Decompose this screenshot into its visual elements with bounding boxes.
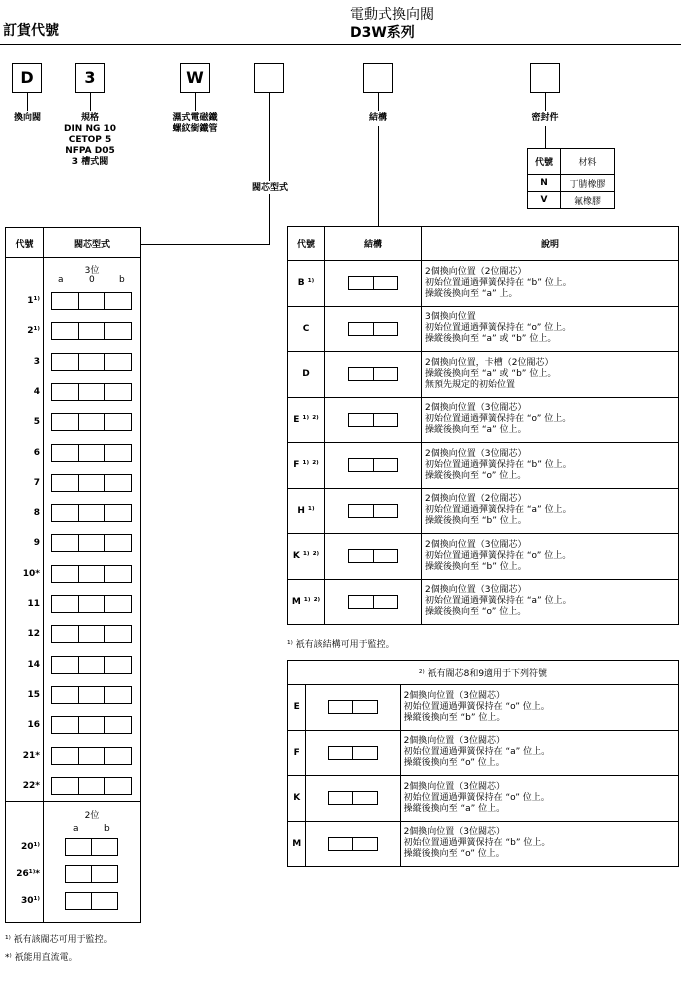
- structure-footnote: ¹⁾ 祇有該結構可用于監控。: [287, 640, 395, 650]
- structure-row: [288, 821, 679, 867]
- spool-symbol: [52, 474, 132, 492]
- footnote-2: *⁾ 祇能用直流電。: [5, 953, 78, 963]
- desc-line: 初始位置通過彈簧保持在 “o” 位上。: [425, 414, 572, 425]
- code-box-seal: [530, 63, 560, 93]
- spool-code: 6: [33, 447, 40, 458]
- structure-code: H ¹⁾: [288, 488, 325, 534]
- pos-0: 0: [89, 275, 95, 285]
- desc-line: 初始位置通過彈簧保持在 “a” 位上。: [425, 596, 572, 607]
- structure-header-desc: 說明: [422, 227, 679, 261]
- footnote-1: ¹⁾ 祇有該閥芯可用于監控。: [5, 935, 113, 945]
- desc-line: 2個換向位置，卡槽（2位閥芯）: [425, 357, 554, 368]
- spool-symbol: [52, 777, 132, 795]
- desc-line: 操縱後換向至 “o” 位上。: [425, 607, 527, 618]
- structure-code: E: [288, 685, 306, 731]
- structure-desc: [422, 261, 679, 307]
- spool-symbol: [52, 686, 132, 704]
- structure-desc: [400, 776, 678, 822]
- spool-symbol: [52, 383, 132, 401]
- spool-code: 10*: [22, 568, 40, 579]
- desc-line: 初始位置通過彈簧保持在 “a” 位上。: [403, 747, 551, 758]
- seal-code: N: [528, 175, 561, 192]
- product-series: D3W系列: [350, 25, 415, 41]
- structure-header-code: 代號: [288, 227, 325, 261]
- structure-row: [288, 261, 679, 307]
- spool-symbol: [52, 656, 132, 674]
- spool-symbol: [52, 534, 132, 552]
- structure-symbol: [325, 488, 422, 534]
- label-solenoid: 濕式電磁鐵 螺紋銜鐵管: [172, 113, 218, 134]
- spool-code: 4: [33, 386, 40, 397]
- spool-symbol: [52, 565, 132, 583]
- seal-header-material: 材料: [561, 149, 615, 175]
- structure-row: [288, 534, 679, 580]
- structure-row: [288, 306, 679, 352]
- structure-desc: [422, 443, 679, 489]
- label-spool-type: 閥芯型式: [251, 183, 288, 193]
- structure-table-2-title: ²⁾ 祇有閥芯8和9適用于下列符號: [288, 661, 679, 685]
- structure-symbol: [306, 730, 400, 776]
- structure-row: [288, 579, 679, 625]
- spool-code: 8: [33, 508, 40, 519]
- structure-row: [288, 488, 679, 534]
- group2-title: 2位: [84, 811, 100, 821]
- desc-line: 操縱後換向至 “b” 位上。: [425, 516, 527, 527]
- label-directional-valve: 換向閥: [13, 113, 41, 123]
- spool-symbol: [66, 865, 118, 883]
- desc-line: 2個換向位置（3位閥芯）: [403, 781, 506, 792]
- structure-symbol: [325, 306, 422, 352]
- desc-line: 2個換向位置（3位閥芯）: [425, 539, 527, 550]
- spool-symbol: [52, 747, 132, 765]
- desc-line: 2個換向位置（3位閥芯）: [403, 736, 506, 747]
- structure-row: [288, 352, 679, 398]
- structure-desc: [422, 397, 679, 443]
- desc-line: 操縱後換向至 “a” 或 “b” 位上。: [425, 334, 557, 345]
- structure-symbol: [306, 685, 400, 731]
- desc-line: 初始位置通過彈簧保持在 “o” 位上。: [403, 792, 550, 803]
- label-structure: 結構: [368, 113, 387, 123]
- code-box-w: W: [180, 63, 210, 93]
- seal-material: 氟橡膠: [561, 192, 615, 209]
- structure-desc: [422, 579, 679, 625]
- desc-line: 初始位置通過彈簧保持在 “o” 位上。: [403, 701, 550, 712]
- structure-code: F ¹⁾ ²⁾: [288, 443, 325, 489]
- spool-symbol: [66, 892, 118, 910]
- code-box-3: 3: [75, 63, 105, 93]
- desc-line: 2個換向位置（2位閥芯）: [425, 494, 527, 505]
- spool-symbol: [52, 413, 132, 431]
- desc-line: 初始位置通過彈簧保持在 “b” 位上。: [425, 277, 572, 288]
- seal-header-code: 代號: [528, 149, 561, 175]
- spool-symbol: [52, 353, 132, 371]
- spool-code: 2¹⁾: [27, 326, 40, 337]
- header-rule: [0, 44, 681, 45]
- structure-symbol: [325, 443, 422, 489]
- structure-symbol: [325, 261, 422, 307]
- structure-symbol: [306, 776, 400, 822]
- pos-b: b: [119, 275, 125, 285]
- spool-symbol: [52, 716, 132, 734]
- group1-title: 3位: [84, 266, 100, 276]
- label-seal: 密封件: [531, 113, 559, 123]
- seal-table: [527, 148, 615, 209]
- structure-code: E ¹⁾ ²⁾: [288, 397, 325, 443]
- desc-line: 操縱後換向至 “a” 位上。: [403, 803, 506, 814]
- spool-code: 15: [27, 689, 40, 700]
- spool-code: 21*: [22, 750, 40, 761]
- structure-code: M: [288, 821, 306, 867]
- spool-symbol: [52, 444, 132, 462]
- desc-line: 操縱後換向至 “a” 位上。: [425, 425, 527, 436]
- spool-code: 3: [33, 356, 40, 367]
- spool-code: 12: [27, 629, 40, 640]
- structure-table: [287, 226, 679, 625]
- spool-code: 5: [33, 417, 40, 428]
- structure-symbol: [306, 821, 400, 867]
- spool-symbol: [66, 838, 118, 856]
- spool-symbol: [52, 595, 132, 613]
- code-box-spool: [254, 63, 284, 93]
- structure-desc: [422, 306, 679, 352]
- structure-desc: [400, 730, 678, 776]
- structure-desc: [422, 352, 679, 398]
- structure-code: B ¹⁾: [288, 261, 325, 307]
- spool-code: 30¹⁾: [20, 896, 40, 906]
- desc-line: 初始位置通過彈簧保持在 “a” 位上。: [425, 505, 572, 516]
- structure-code: K: [288, 776, 306, 822]
- structure-desc: [422, 488, 679, 534]
- structure-row: [288, 397, 679, 443]
- desc-line: 操縱後換向至 “b” 位上。: [403, 712, 506, 723]
- spool-code: 11: [27, 599, 40, 609]
- desc-line: 初始位置通過彈簧保持在 “b” 位上。: [403, 838, 551, 849]
- pos-a: a: [73, 824, 79, 834]
- desc-line: 操縱後換向至 “a” 或 “b” 位上。: [425, 368, 557, 379]
- structure-desc: [422, 534, 679, 580]
- spool-symbol: [52, 625, 132, 643]
- label-size: 規格 DIN NG 10 CETOP 5 NFPA D05 3 槽式閥: [63, 113, 117, 167]
- structure-code: F: [288, 730, 306, 776]
- structure-code: K ¹⁾ ²⁾: [288, 534, 325, 580]
- desc-line: 操縱後換向至 “b” 位上。: [425, 561, 527, 572]
- spool-symbol: [52, 322, 132, 340]
- structure-row: [288, 443, 679, 489]
- desc-line: 操縱後換向至 “o” 位上。: [403, 758, 505, 769]
- spool-symbol: [52, 292, 132, 310]
- desc-line: 初始位置通過彈簧保持在 “o” 位上。: [425, 323, 572, 334]
- structure-symbol: [325, 534, 422, 580]
- spool-code: 26¹⁾*: [16, 869, 40, 879]
- structure-header-symbol: 結構: [325, 227, 422, 261]
- structure-code: C: [288, 306, 325, 352]
- desc-line: 初始位置通過彈簧保持在 “o” 位上。: [425, 550, 572, 561]
- spool-code: 20¹⁾: [20, 842, 40, 852]
- desc-line: 無預先規定的初始位置: [425, 379, 516, 390]
- spool-code: 16: [27, 720, 40, 731]
- desc-line: 2個換向位置（2位閥芯）: [425, 266, 527, 277]
- desc-line: 操縱後換向至 “o” 位上。: [403, 849, 505, 860]
- structure-symbol: [325, 352, 422, 398]
- desc-line: 2個換向位置（3位閥芯）: [403, 827, 506, 838]
- seal-material: 丁腈橡膠: [561, 175, 615, 192]
- spool-header-type: 閥芯型式: [73, 240, 110, 250]
- desc-line: 2個換向位置（3位閥芯）: [403, 690, 506, 701]
- spool-code: 1¹⁾: [27, 296, 40, 306]
- order-code-title: 訂貨代號: [3, 23, 59, 39]
- desc-line: 2個換向位置（3位閥芯）: [425, 403, 527, 414]
- spool-code: 14: [27, 659, 40, 670]
- spool-header-code: 代號: [15, 240, 34, 250]
- pos-b: b: [104, 824, 110, 834]
- structure-code: D: [288, 352, 325, 398]
- structure-table-2: [287, 660, 679, 867]
- desc-line: 初始位置通過彈簧保持在 “b” 位上。: [425, 459, 572, 470]
- product-title: 電動式換向閥: [350, 7, 434, 23]
- pos-a: a: [58, 275, 64, 285]
- structure-code: M ¹⁾ ²⁾: [288, 579, 325, 625]
- desc-line: 2個換向位置（3位閥芯）: [425, 585, 527, 596]
- structure-row: [288, 776, 679, 822]
- desc-line: 操縱後換向至 “o” 位上。: [425, 470, 527, 481]
- desc-line: 2個換向位置（3位閥芯）: [425, 448, 527, 459]
- code-box-d: D: [12, 63, 42, 93]
- structure-desc: [400, 685, 678, 731]
- structure-row: [288, 685, 679, 731]
- desc-line: 操縱後換向至 “a” 上。: [425, 288, 518, 299]
- seal-code: V: [528, 192, 561, 209]
- spool-symbol: [52, 504, 132, 522]
- structure-row: [288, 730, 679, 776]
- spool-code: 7: [33, 477, 40, 488]
- desc-line: 3個換向位置: [425, 312, 476, 323]
- structure-symbol: [325, 579, 422, 625]
- structure-symbol: [325, 397, 422, 443]
- structure-desc: [400, 821, 678, 867]
- spool-code: 9: [33, 538, 40, 549]
- spool-code: 22*: [22, 780, 40, 791]
- spool-table: [5, 227, 141, 923]
- code-box-structure: [363, 63, 393, 93]
